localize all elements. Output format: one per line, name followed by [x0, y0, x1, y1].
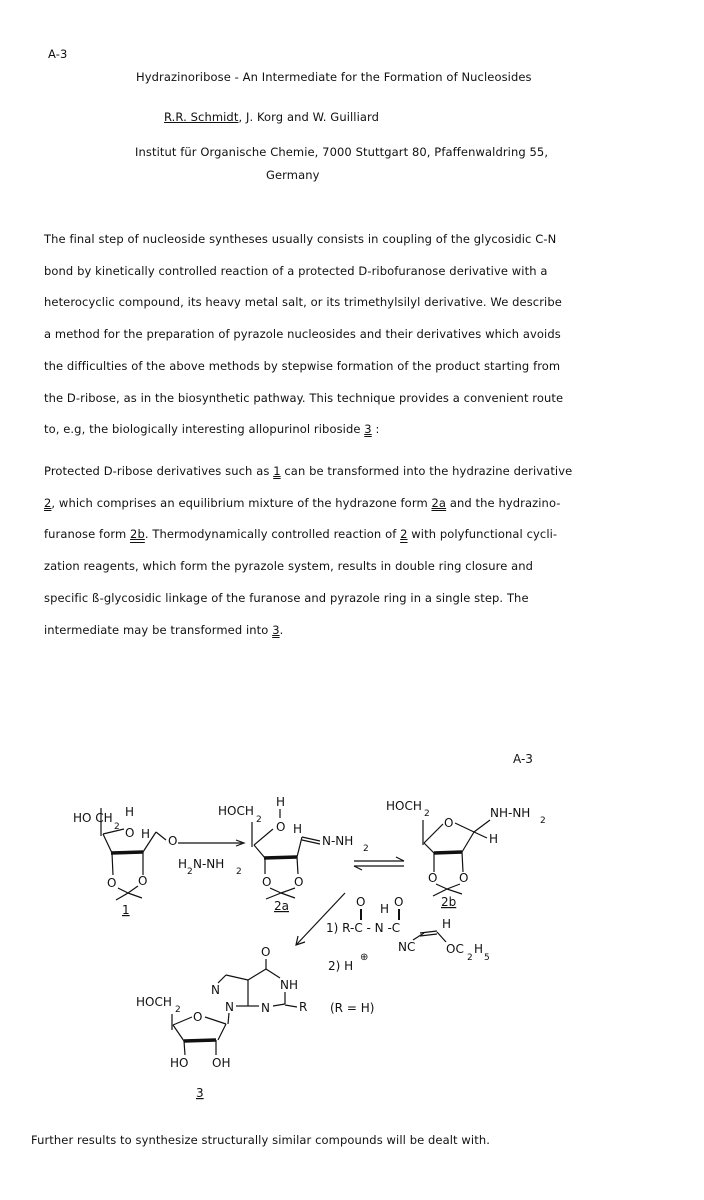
- svg-text:O: O: [261, 945, 271, 959]
- svg-text:R: R: [299, 1000, 308, 1014]
- svg-text:2: 2: [363, 844, 369, 854]
- svg-text:O: O: [428, 871, 438, 885]
- text-run: , J. Korg and W. Guilliard: [238, 110, 380, 124]
- svg-text:2: 2: [256, 815, 262, 825]
- text-run: The final step of nucleoside syntheses usually consists in coupling of the glycosidic C-N: [44, 232, 557, 246]
- svg-text:N-NH: N-NH: [322, 834, 354, 848]
- svg-text:1) R-C - N -C: 1) R-C - N -C: [326, 921, 401, 935]
- compound-reference: 3: [272, 622, 280, 637]
- svg-text:2: 2: [187, 867, 193, 877]
- svg-text:HO: HO: [170, 1056, 189, 1070]
- svg-text:O: O: [125, 826, 135, 840]
- svg-text:N: N: [225, 1000, 234, 1014]
- text-run: zation reagents, which form the pyrazole system, results in double ring closure and: [44, 559, 534, 574]
- svg-text:O: O: [294, 875, 304, 889]
- country: Germany: [266, 168, 320, 182]
- compound-reference: 2b: [130, 527, 145, 542]
- svg-text:H: H: [276, 795, 286, 809]
- svg-text:H: H: [178, 857, 188, 871]
- text-run: can be transformed into the hydrazine derivative: [280, 464, 573, 478]
- affiliation: Institut für Organische Chemie, 7000 Stuttgart 80, Pfaffenwaldring 55,: [135, 145, 549, 159]
- text-run: bond by kinetically controlled reaction of a protected D-ribofuranose derivative with a: [44, 263, 548, 278]
- svg-text:2b: 2b: [441, 895, 457, 909]
- svg-text:O: O: [138, 874, 148, 888]
- text-run: with polyfunctional cycli-: [407, 527, 558, 542]
- svg-text:O: O: [459, 871, 469, 885]
- svg-text:2: 2: [236, 867, 242, 877]
- svg-text:O: O: [276, 820, 286, 834]
- svg-text:⊕: ⊕: [360, 952, 369, 963]
- closing-sentence: Further results to synthesize structurally similar compounds will be dealt with.: [31, 1133, 490, 1147]
- text-run: specific ß-glycosidic linkage of the furanose and pyrazole ring in a single step. The: [44, 590, 529, 605]
- text-run: the D-ribose, as in the biosynthetic pathway. This technique provides a convenient route: [44, 390, 564, 405]
- text-run: :: [371, 422, 380, 437]
- svg-text:1: 1: [122, 903, 130, 917]
- svg-text:NH: NH: [280, 978, 298, 992]
- svg-text:2) H: 2) H: [328, 959, 354, 973]
- svg-text:OC: OC: [446, 942, 464, 956]
- svg-text:O: O: [356, 895, 366, 909]
- svg-text:HOCH: HOCH: [218, 804, 254, 818]
- svg-text:O: O: [444, 816, 454, 830]
- text-run: . Thermodynamically controlled reaction of: [144, 527, 401, 542]
- compound-reference: 2a: [431, 495, 447, 510]
- svg-text:H: H: [380, 902, 390, 916]
- svg-text:O: O: [107, 876, 117, 890]
- svg-text:O: O: [262, 875, 272, 889]
- svg-text:H: H: [125, 805, 135, 819]
- compound-2a: [218, 795, 369, 913]
- svg-text:3: 3: [196, 1086, 204, 1100]
- text-run: heterocyclic compound, its heavy metal salt, or its trimethylsilyl derivative. We describe: [44, 295, 562, 310]
- compound-reference: 2: [44, 495, 52, 510]
- equilibrium-arrows: [354, 857, 404, 870]
- svg-text:N-NH: N-NH: [193, 857, 225, 871]
- r-substituent-note: (R = H): [330, 1001, 375, 1015]
- svg-text:OH: OH: [212, 1056, 231, 1070]
- svg-text:N: N: [261, 1001, 270, 1015]
- svg-text:H: H: [489, 832, 499, 846]
- compound-3: [136, 945, 307, 1100]
- text-run: furanose form: [44, 527, 131, 542]
- text-run: , which comprises an equilibrium mixture of the hydrazone form: [51, 495, 432, 510]
- svg-text:2: 2: [467, 953, 473, 963]
- text-run: .: [279, 622, 284, 637]
- text-run: Protected D-ribose derivatives such as: [44, 464, 274, 478]
- compound-reference: 1: [273, 464, 281, 478]
- reaction-arrow-hydrazine: [178, 840, 244, 877]
- cyclization-reagent: [326, 895, 490, 973]
- svg-text:HO CH: HO CH: [73, 811, 113, 825]
- svg-text:H: H: [474, 942, 484, 956]
- compound-2b: [386, 799, 546, 909]
- svg-text:HOCH: HOCH: [136, 995, 172, 1009]
- svg-text:2: 2: [114, 822, 120, 832]
- svg-text:2: 2: [175, 1005, 181, 1015]
- svg-text:H: H: [293, 822, 303, 836]
- svg-text:O: O: [193, 1010, 203, 1024]
- svg-text:N: N: [211, 983, 220, 997]
- reaction-arrow-cyclization: [296, 893, 345, 945]
- svg-text:5: 5: [484, 953, 490, 963]
- paper-title: Hydrazinoribose - An Intermediate for the Formation of Nucleosides: [136, 70, 532, 84]
- text-run: and the hydrazino-: [446, 495, 561, 510]
- scheme-page-label: A-3: [513, 752, 533, 766]
- svg-text:H: H: [141, 827, 151, 841]
- text-run: a method for the preparation of pyrazole nucleosides and their derivatives which avoids: [44, 327, 561, 342]
- svg-text:HOCH: HOCH: [386, 799, 422, 813]
- svg-text:2: 2: [540, 816, 546, 826]
- svg-text:NC: NC: [398, 940, 416, 954]
- svg-text:2a: 2a: [274, 899, 289, 913]
- compound-reference: 2: [400, 527, 408, 542]
- svg-text:O: O: [394, 895, 404, 909]
- text-run: intermediate may be transformed into: [44, 622, 273, 637]
- svg-text:O: O: [168, 834, 178, 848]
- compound-1: [73, 805, 177, 917]
- page-label: A-3: [48, 47, 68, 61]
- compound-reference: 3: [364, 422, 372, 437]
- text-run: the difficulties of the above methods by stepwise formation of the product starting from: [44, 358, 561, 373]
- text-run: to, e.g, the biologically interesting allopurinol riboside: [44, 422, 365, 437]
- svg-text:NH-NH: NH-NH: [490, 806, 531, 820]
- svg-text:H: H: [442, 917, 452, 931]
- compound-reference: R.R. Schmidt: [164, 110, 239, 124]
- svg-text:2: 2: [424, 809, 430, 819]
